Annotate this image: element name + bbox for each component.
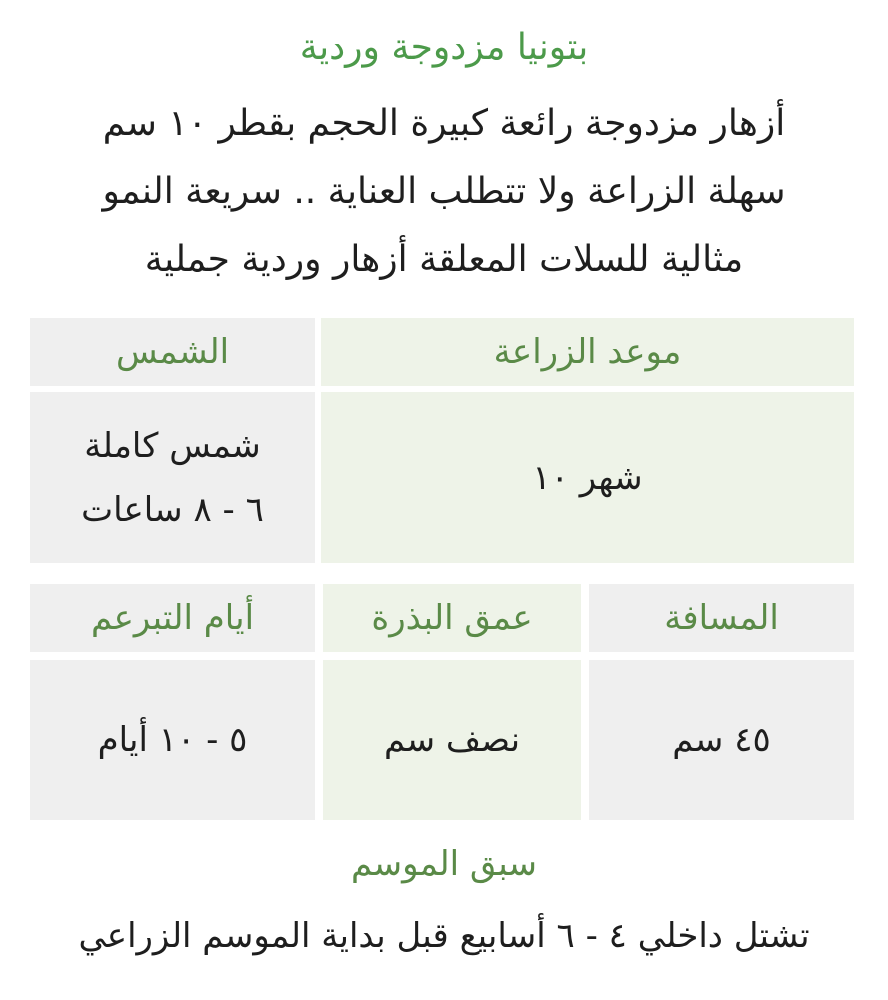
planting-time-header-label: موعد الزراعة [493,332,682,372]
planting-time-value-text: شهر ١٠ [532,457,643,498]
germination-value [30,660,315,820]
sun-value-line-1: شمس كاملة [84,425,261,466]
seed-depth-value [323,660,581,820]
spacing-header-label: المسافة [664,598,779,638]
germination-header-label: أيام التبرعم [90,598,255,638]
sun-header-label: الشمس [115,332,230,372]
spacing-value [589,660,854,820]
germination-header [30,584,315,652]
description-line-3: مثالية للسلات المعلقة أزهار وردية جملية [144,239,744,280]
description-line-1: أزهار مزدوجة رائعة كبيرة الحجم بقطر ١٠ سم [102,103,786,144]
description-line-2: سهلة الزراعة ولا تتطلب العناية .. سريعة النمو [102,171,786,212]
spacing-value-text: ٤٥ سم [672,720,771,760]
seed-depth-header-label: عمق البذرة [371,598,533,638]
sun-header [30,318,315,386]
germination-value-text: ٥ - ١٠ أيام [97,720,248,760]
page-title: بتونيا مزدوجة وردية [299,27,589,68]
seed-depth-value-text: نصف سم [383,720,521,760]
spacing-header [589,584,854,652]
description [60,90,828,294]
planting-time-value [321,392,854,563]
seed-depth-header [323,584,581,652]
sun-value [30,392,315,563]
planting-time-header [321,318,854,386]
season-title: سبق الموسم [350,844,538,884]
sun-value-line-2: ٦ - ٨ ساعات [81,489,264,530]
season-text: تشتل داخلي ٤ - ٦ أسابيع قبل بداية الموسم الزراعي [78,916,810,956]
